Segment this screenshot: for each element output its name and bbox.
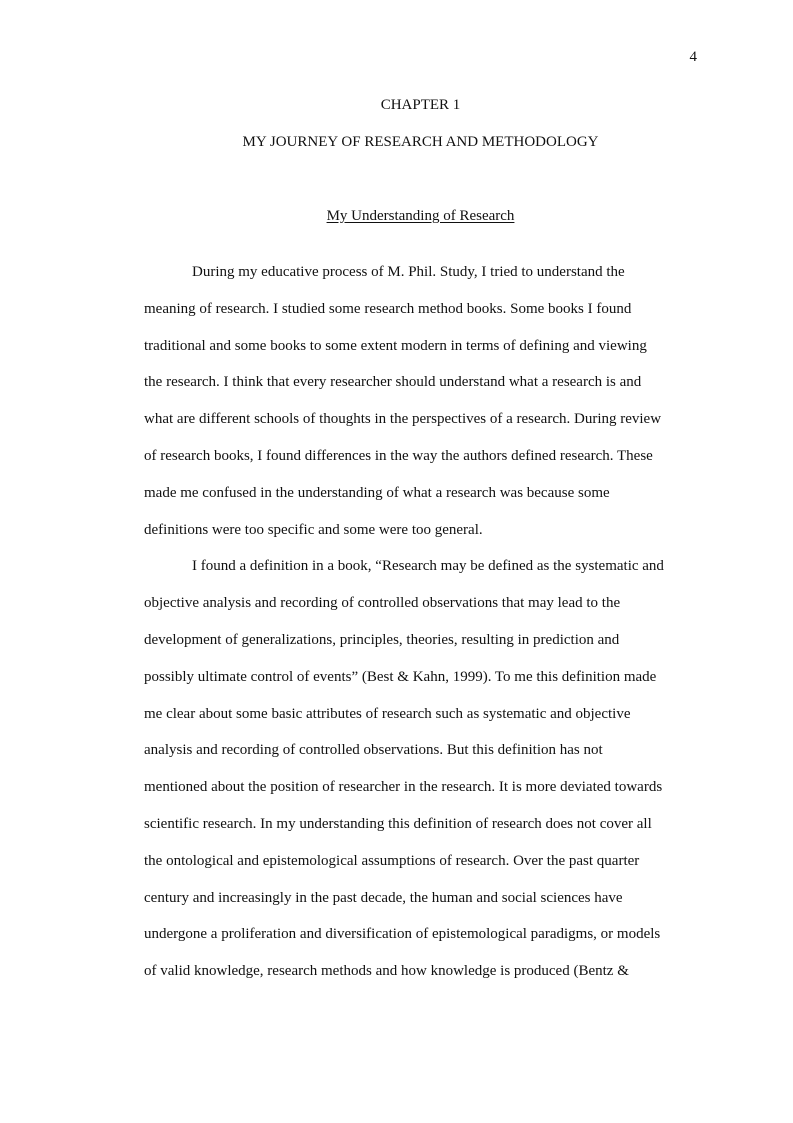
text-line: During my educative process of M. Phil. Study, I tried to understand the [192,264,625,280]
chapter-title: MY JOURNEY OF RESEARCH AND METHODOLOGY [242,134,599,150]
text-line: analysis and recording of controlled observations. But this definition has not [144,742,603,759]
text-line: development of generalizations, principles, theories, resulting in prediction and [144,631,620,648]
text-line: definitions were too specific and some were too general. [144,521,483,538]
text-line: objective analysis and recording of controlled observations that may lead to the [144,595,621,612]
text-line: traditional and some books to some extent modern in terms of defining and viewing [144,337,647,354]
text-line: undergone a proliferation and diversification of epistemological paradigms, or models [144,926,661,943]
text-line: the research. I think that every researcher should understand what a research is and [144,374,642,391]
text-line: me clear about some basic attributes of research such as systematic and objective [144,705,631,722]
text-line: what are different schools of thoughts in the perspectives of a research. During review [144,411,662,428]
text-line: of valid knowledge, research methods and how knowledge is produced (Bentz & [144,963,629,980]
paragraph-1 [144,254,700,548]
chapter-label: CHAPTER 1 [380,97,461,113]
paragraph-2 [144,548,700,990]
text-line: scientific research. In my understanding this definition of research does not cover all [144,815,652,832]
text-line: of research books, I found differences in the way the authors defined research. These [144,447,653,464]
text-line: possibly ultimate control of events” (Best & Kahn, 1999). To me this definition made [144,668,657,685]
text-line: made me confused in the understanding of what a research was because some [144,484,610,501]
section-heading: My Understanding of Research [326,208,515,224]
text-line: mentioned about the position of researcher in the research. It is more deviated towards [144,779,663,796]
body-text [144,254,700,990]
text-line: century and increasingly in the past decade, the human and social sciences have [144,889,623,906]
text-line: meaning of research. I studied some research method books. Some books I found [144,300,632,317]
text-line: the ontological and epistemological assumptions of research. Over the past quarter [144,852,640,869]
text-line: I found a definition in a book, “Research may be defined as the systematic and [192,558,664,575]
page-number: 4 [689,49,697,65]
